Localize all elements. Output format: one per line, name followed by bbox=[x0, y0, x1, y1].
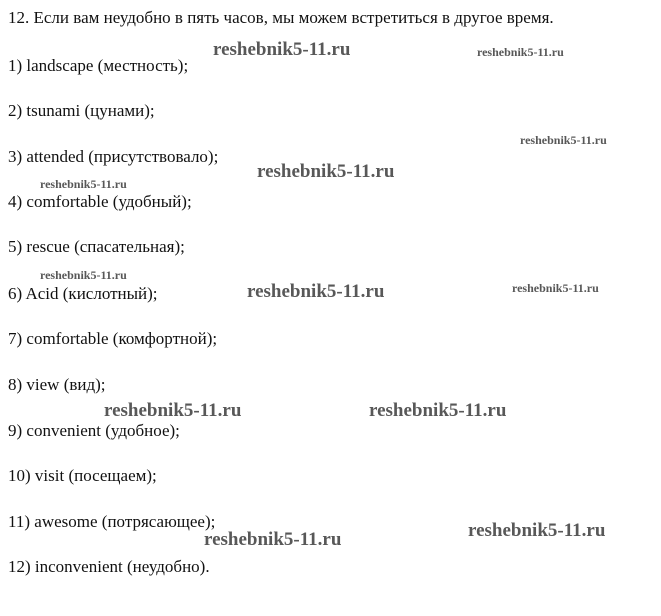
watermark: reshebnik5-11.ru bbox=[204, 529, 342, 550]
watermark: reshebnik5-11.ru bbox=[257, 161, 395, 182]
answer-item-2: 2) tsunami (цунами); bbox=[8, 101, 155, 120]
watermark: reshebnik5-11.ru bbox=[477, 45, 564, 59]
watermark: reshebnik5-11.ru bbox=[369, 400, 507, 421]
answer-item-4: 4) comfortable (удобный); bbox=[8, 192, 192, 211]
answer-item-3: 3) attended (присутствовало); bbox=[8, 147, 219, 166]
answer-item-10: 10) visit (посещаем); bbox=[8, 466, 157, 485]
answer-item-5: 5) rescue (спасательная); bbox=[8, 237, 185, 256]
watermark: reshebnik5-11.ru bbox=[40, 177, 127, 191]
answer-item-11: 11) awesome (потрясающее); bbox=[8, 512, 216, 531]
watermark: reshebnik5-11.ru bbox=[468, 520, 606, 541]
answer-item-1: 1) landscape (местность); bbox=[8, 56, 189, 75]
answer-item-12: 12) inconvenient (неудобно). bbox=[8, 557, 210, 576]
watermark: reshebnik5-11.ru bbox=[213, 39, 351, 60]
document-header: 12. Если вам неудобно в пять часов, мы можем встретиться в другое время. bbox=[8, 8, 554, 27]
answer-item-6: 6) Acid (кислотный); bbox=[8, 284, 158, 303]
watermark: reshebnik5-11.ru bbox=[512, 281, 599, 295]
watermark: reshebnik5-11.ru bbox=[247, 281, 385, 302]
watermark: reshebnik5-11.ru bbox=[40, 268, 127, 282]
answer-item-8: 8) view (вид); bbox=[8, 375, 106, 394]
watermark: reshebnik5-11.ru bbox=[520, 133, 607, 147]
watermark: reshebnik5-11.ru bbox=[104, 400, 242, 421]
answer-item-7: 7) comfortable (комфортной); bbox=[8, 329, 218, 348]
answer-item-9: 9) convenient (удобное); bbox=[8, 421, 180, 440]
